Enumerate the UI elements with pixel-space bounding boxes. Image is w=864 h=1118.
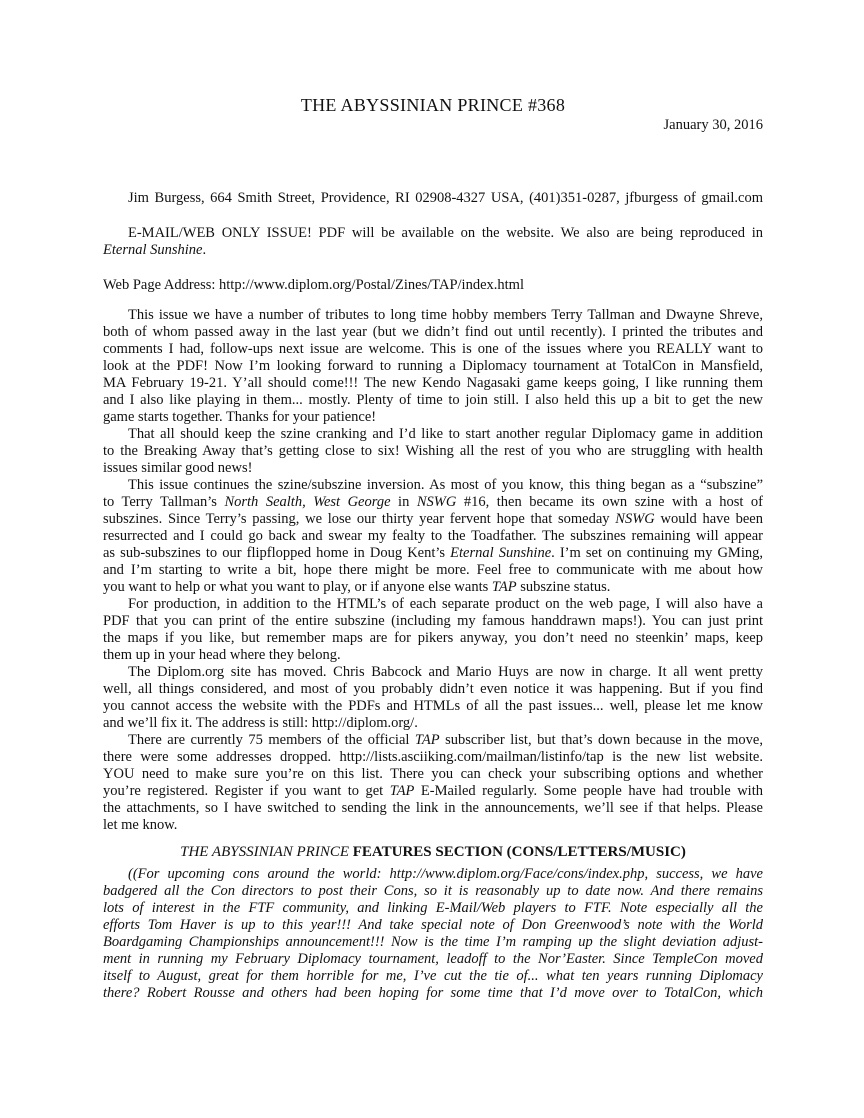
text-line: [103, 392, 763, 409]
text-segment: would have been: [654, 511, 763, 527]
text-segment: there were some addresses dropped. http://lists.asciiking.com/mailman/listinfo/tap is the new list website.: [103, 749, 763, 765]
text-segment: MA February 19-21. Y’all should come!!! The new Kendo Nagasaki game keeps going, I like running them: [103, 375, 763, 391]
text-line: [103, 985, 763, 1002]
text-line: [103, 866, 763, 883]
contact-line: [103, 190, 763, 207]
text-segment: FEATURES SECTION (CONS/LETTERS/MUSIC): [349, 844, 686, 860]
text-line: [103, 630, 763, 647]
text-line: [103, 664, 763, 681]
text-segment: Jim Burgess, 664 Smith Street, Providence, RI 02908-4327 USA, (401)351-0287, jfburgess of gmail.com: [128, 190, 763, 206]
text-segment: both of whom passed away in the last year (but we didn’t find out until recently). I printed the tributes and: [103, 324, 763, 340]
italic-text: Eternal Sunshine: [103, 242, 203, 258]
text-segment: you want to help or what you want to play, or if anyone else wants: [103, 579, 492, 595]
italic-text: NSWG: [615, 511, 655, 527]
text-segment: That all should keep the szine cranking and I’d like to start another regular Diplomacy game in addition: [128, 426, 763, 442]
text-segment: and I also like playing in them... mostly. Plenty of time to join still. I also held this up a bit to get the new: [103, 392, 763, 408]
text-line: [103, 817, 763, 834]
italic-text: TAP: [389, 783, 415, 799]
paragraph-szine-cranking: [103, 426, 763, 477]
text-line: [103, 242, 763, 259]
text-line: [103, 579, 763, 596]
text-segment: you cannot access the website with the PDFs and HTMLs of all the past issues... well, please let me know: [103, 698, 763, 714]
text-segment: you’re registered. Register if you want to get: [103, 783, 390, 799]
text-segment: and I’m starting to write a bit, hope there might be more. Feel free to communicate with me about how: [103, 562, 763, 578]
text-segment: ment in running my February Diplomacy tournament, leadoff to the Nor’Easter. Since TempleCon moved: [103, 951, 763, 967]
text-line: [103, 443, 763, 460]
italic-text: THE ABYSSINIAN PRINCE: [180, 844, 349, 860]
text-line: [103, 409, 763, 426]
features-section-heading: [103, 844, 763, 861]
text-line: [103, 341, 763, 358]
text-line: [103, 613, 763, 630]
text-line: [103, 511, 763, 528]
text-line: [103, 596, 763, 613]
text-segment: YOU need to make sure you’re on this list. There you can check your subscribing options and whether: [103, 766, 763, 782]
text-segment: the attachments, so I have switched to sending the link in the announcements, we’ll see if that helps. Please: [103, 800, 763, 816]
text-segment: .: [202, 242, 207, 258]
text-segment: issues similar good news!: [103, 460, 253, 476]
paragraph-tributes: [103, 307, 763, 426]
text-line: [103, 715, 763, 732]
text-line: [103, 766, 763, 783]
text-segment: Boardgaming Championships announcement!!! Now is the time I’m ramping up the slight deviation adjust-: [103, 934, 763, 950]
text-line: [103, 528, 763, 545]
text-segment: There are currently 75 members of the official: [128, 732, 415, 748]
issue-date: January 30, 2016: [663, 117, 763, 133]
email-web-notice: [103, 225, 763, 259]
paragraph-subscriber-list: [103, 732, 763, 834]
italic-text: North Sealth, West George: [224, 494, 391, 510]
text-segment: look at the PDF! Now I’m looking forward to running a Diplomacy tournament at TotalCon in Mansfield,: [103, 358, 763, 374]
text-line: [103, 307, 763, 324]
text-segment: let me know.: [103, 817, 178, 833]
text-line: [103, 698, 763, 715]
text-segment: ((For upcoming cons around the world: http://www.diplom.org/Face/cons/index.php, success, we have: [128, 866, 763, 882]
text-segment: PDF that you can print of the entire subszine (including my famous handdrawn maps!). You can just print: [103, 613, 763, 629]
italic-text: Eternal Sunshine: [450, 545, 552, 561]
paragraph-inversion: [103, 477, 763, 596]
text-segment: resurrected and I could go back and swear my fealty to the Toadfather. The subszines remaining will appear: [103, 528, 763, 544]
text-line: [103, 375, 763, 392]
text-segment: to Terry Tallman’s: [103, 494, 225, 510]
italic-text: TAP: [414, 732, 440, 748]
text-segment: in: [390, 494, 417, 510]
text-segment: itself to August, great for them horrible for me, I’ve cut the tie of... what ten years running Diplomacy: [103, 968, 763, 984]
italic-text: TAP: [491, 579, 517, 595]
paragraph-diplom-moved: [103, 664, 763, 732]
text-line: [103, 225, 763, 242]
text-segment: E-MAIL/WEB ONLY ISSUE! PDF will be available on the website. We also are being reproduced in: [128, 225, 763, 241]
text-segment: to the Breaking Away that’s getting close to six! Wishing all the rest of you who are struggling with health: [103, 443, 763, 459]
text-line: [103, 749, 763, 766]
text-segment: the maps if you like, but remember maps are for pikers anyway, you don’t need no steenkin’ maps, keep: [103, 630, 763, 646]
text-segment: E-Mailed regularly. Some people have had trouble with: [414, 783, 763, 799]
text-line: [103, 800, 763, 817]
text-segment: This issue continues the szine/subszine inversion. As most of you know, this thing began as a “subszine”: [128, 477, 763, 493]
text-segment: subszine status.: [516, 579, 611, 595]
text-line: [103, 477, 763, 494]
text-segment: comments I had, follow-ups next issue are welcome. This is one of the issues where you REALLY want to: [103, 341, 763, 357]
text-line: [103, 900, 763, 917]
text-line: [103, 190, 763, 207]
text-segment: there? Robert Rousse and others had been hoping for some time that I’d move over to TotalCon, which: [103, 985, 763, 1001]
text-line: [103, 732, 763, 749]
text-segment: badgered all the Con directors to post their Cons, so it is reasonably up to date now. And there remains: [103, 883, 763, 899]
text-segment: The Diplom.org site has moved. Chris Babcock and Mario Huys are now in charge. It all went pretty: [128, 664, 763, 680]
text-segment: as sub-subszines to our flipflopped home in Doug Kent’s: [103, 545, 451, 561]
text-line: [103, 358, 763, 375]
document-body: [103, 0, 763, 1022]
text-line: [103, 883, 763, 900]
text-segment: For production, in addition to the HTML’s of each separate product on the web page, I will also have a: [128, 596, 763, 612]
text-line: [103, 844, 763, 861]
text-line: [103, 494, 763, 511]
text-segment: This issue we have a number of tributes to long time hobby members Terry Tallman and Dwayne Shreve,: [128, 307, 763, 323]
text-line: [103, 917, 763, 934]
text-segment: efforts Tom Haver is up to this year!!! And take special note of Don Greenwood’s note with the World: [103, 917, 763, 933]
paragraph-cons: [103, 866, 763, 1002]
text-segment: lots of interest in the FTF community, and linking E-Mail/Web players to FTF. Note especially all the: [103, 900, 763, 916]
page-title: THE ABYSSINIAN PRINCE #368: [300, 95, 566, 115]
text-line: [103, 277, 763, 294]
text-line: [103, 934, 763, 951]
text-segment: Web Page Address: http://www.diplom.org/Postal/Zines/TAP/index.html: [103, 277, 524, 293]
text-line: [103, 681, 763, 698]
text-line: [103, 460, 763, 477]
text-segment: and we’ll fix it. The address is still: http://diplom.org/.: [103, 715, 418, 731]
text-line: [103, 426, 763, 443]
text-segment: #16, then became its own szine with a host of: [456, 494, 764, 510]
text-line: [103, 968, 763, 985]
italic-text: NSWG: [416, 494, 457, 510]
text-line: [103, 324, 763, 341]
text-segment: game starts together. Thanks for your patience!: [103, 409, 377, 425]
text-segment: well, all things considered, and most of you probably didn’t even notice it was happening. But if you find: [103, 681, 763, 697]
text-segment: them up in your head where they belong.: [103, 647, 341, 663]
text-line: [103, 545, 763, 562]
web-page-address: [103, 277, 763, 294]
text-line: [103, 647, 763, 664]
text-segment: subscriber list, but that’s down because in the move,: [439, 732, 763, 748]
paragraph-production: [103, 596, 763, 664]
text-line: [103, 951, 763, 968]
text-line: [103, 562, 763, 579]
text-segment: subszines. Since Terry’s passing, we lose our thirty year fervent hope that someday: [103, 511, 616, 527]
text-line: [103, 783, 763, 800]
text-segment: . I’m set on continuing my GMing,: [551, 545, 763, 561]
